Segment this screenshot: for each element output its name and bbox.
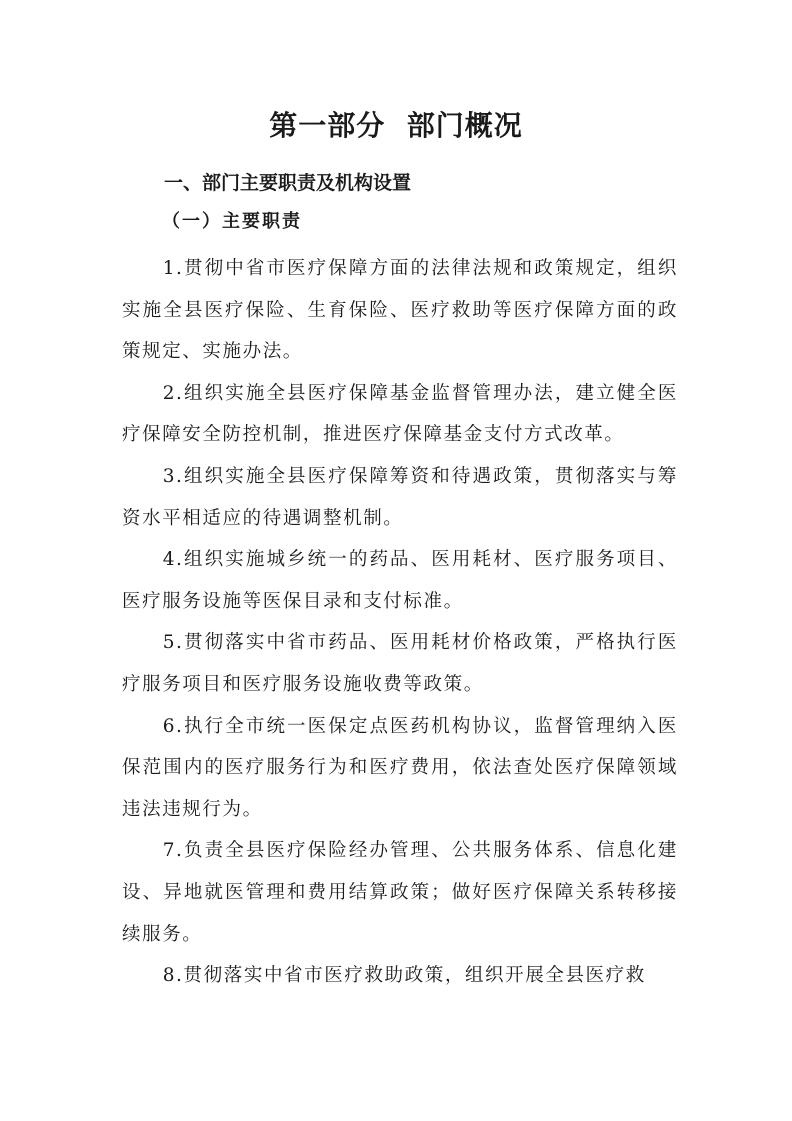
paragraph-2: 2.组织实施全县医疗保障基金监督管理办法，建立健全医疗保障安全防控机制，推进医疗保障基金支付方式改革。 xyxy=(122,382,678,446)
paragraph-8: 8.贯彻落实中省市医疗救助政策，组织开展全县医疗救 xyxy=(162,965,646,987)
paragraph-1: 1.贯彻中省市医疗保障方面的法律法规和政策规定，组织实施全县医疗保险、生育保险、医疗救助等医疗保障方面的政策规定、实施办法。 xyxy=(122,258,678,363)
paragraph-6: 6.执行全市统一医保定点医药机构协议，监督管理纳入医保范围内的医疗服务行为和医疗费用，依法查处医疗保障领域违法违规行为。 xyxy=(122,715,678,820)
paragraph-5: 5.贯彻落实中省市药品、医用耗材价格政策，严格执行医疗服务项目和医疗服务设施收费等政策。 xyxy=(122,632,678,695)
paragraph-4: 4.组织实施城乡统一的药品、医用耗材、医疗服务项目、医疗服务设施等医保目录和支付标准。 xyxy=(122,549,678,612)
paragraph-3: 3.组织实施全县医疗保障筹资和待遇政策，贯彻落实与筹资水平相适应的待遇调整机制。 xyxy=(122,465,678,529)
section-heading: 一、部门主要职责及机构设置 xyxy=(164,172,412,194)
sub-heading: （一）主要职责 xyxy=(162,211,302,232)
body-text xyxy=(122,248,678,997)
paragraph-7: 7.负责全县医疗保险经办管理、公共服务体系、信息化建设、异地就医管理和费用结算政策；做好医疗保障关系转移接续服务。 xyxy=(122,840,678,945)
page-title: 第一部分 部门概况 xyxy=(269,109,523,142)
